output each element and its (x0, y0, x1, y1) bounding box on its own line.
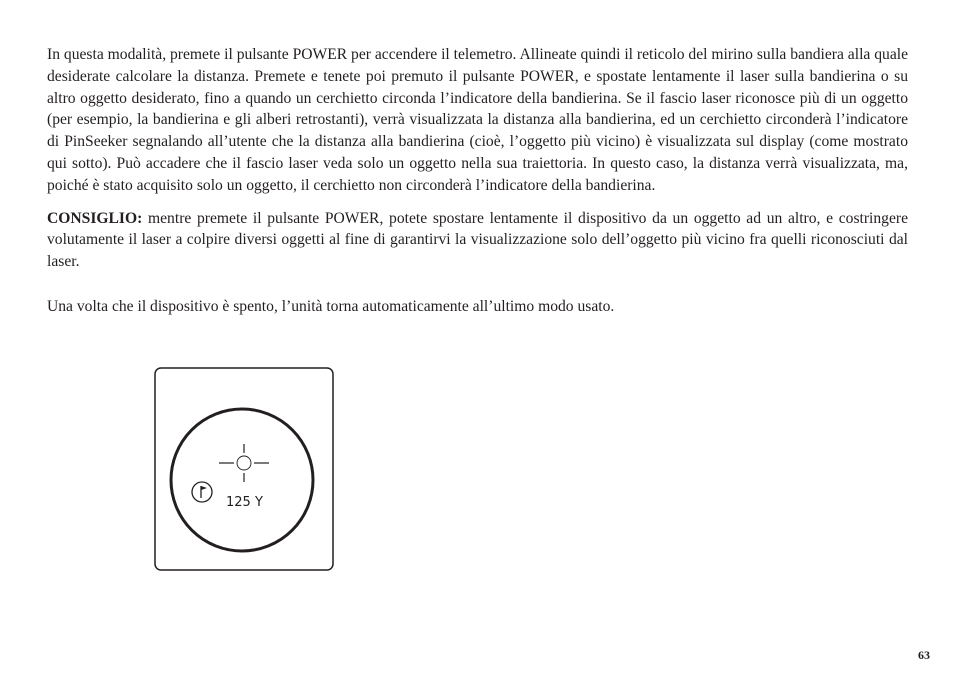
viewfinder-frame (155, 368, 333, 570)
distance-readout: 125 Y (226, 495, 263, 510)
tip-label: CONSIGLIO: (47, 209, 143, 227)
tip-text: mentre premete il pulsante POWER, potete spostare lentamente il dispositivo da un oggetto ad un altro, e costringere volutamente il laser a colpire diversi oggetti al fine di garantirvi la visualizzazione solo dell’oggetto più vicino fra quelli riconosciuti dal laser. (47, 209, 908, 271)
viewfinder-svg (154, 367, 334, 571)
page-body-text (47, 44, 908, 318)
page-number: 63 (918, 648, 930, 662)
paragraph-mode-instructions: In questa modalità, premete il pulsante POWER per accendere il telemetro. Allineate quindi il reticolo del mirino sulla bandiera alla quale desiderate calcolare la distanza. Premete e tenete poi premuto il pulsante POWER, e spostate lentamente il laser sulla bandierina o su altro oggetto desiderato, fino a quando un cerchietto circonda l’indicatore della bandierina. Se il fascio laser riconosce più di un oggetto (per esempio, la bandierina e gli alberi retrostanti), verrà visualizzata la distanza alla bandierina, ed un cerchietto circonderà l’indicatore di PinSeeker segnalando all’utente che la distanza alla bandierina (cioè, l’oggetto più vicino) è visualizzata sul display (come mostrato qui sotto). Può accadere che il fascio laser veda solo un oggetto nella sua traiettoria. In questo caso, la distanza verrà visualizzata, ma, poiché è stato acquisito solo un oggetto, il cerchietto non circonderà l’indicatore della bandierina. (47, 46, 908, 194)
viewfinder-illustration (154, 367, 334, 571)
paragraph-last-mode: Una volta che il dispositivo è spento, l’unità torna automaticamente all’ultimo modo usato. (47, 297, 615, 315)
paragraph-tip (47, 208, 908, 273)
